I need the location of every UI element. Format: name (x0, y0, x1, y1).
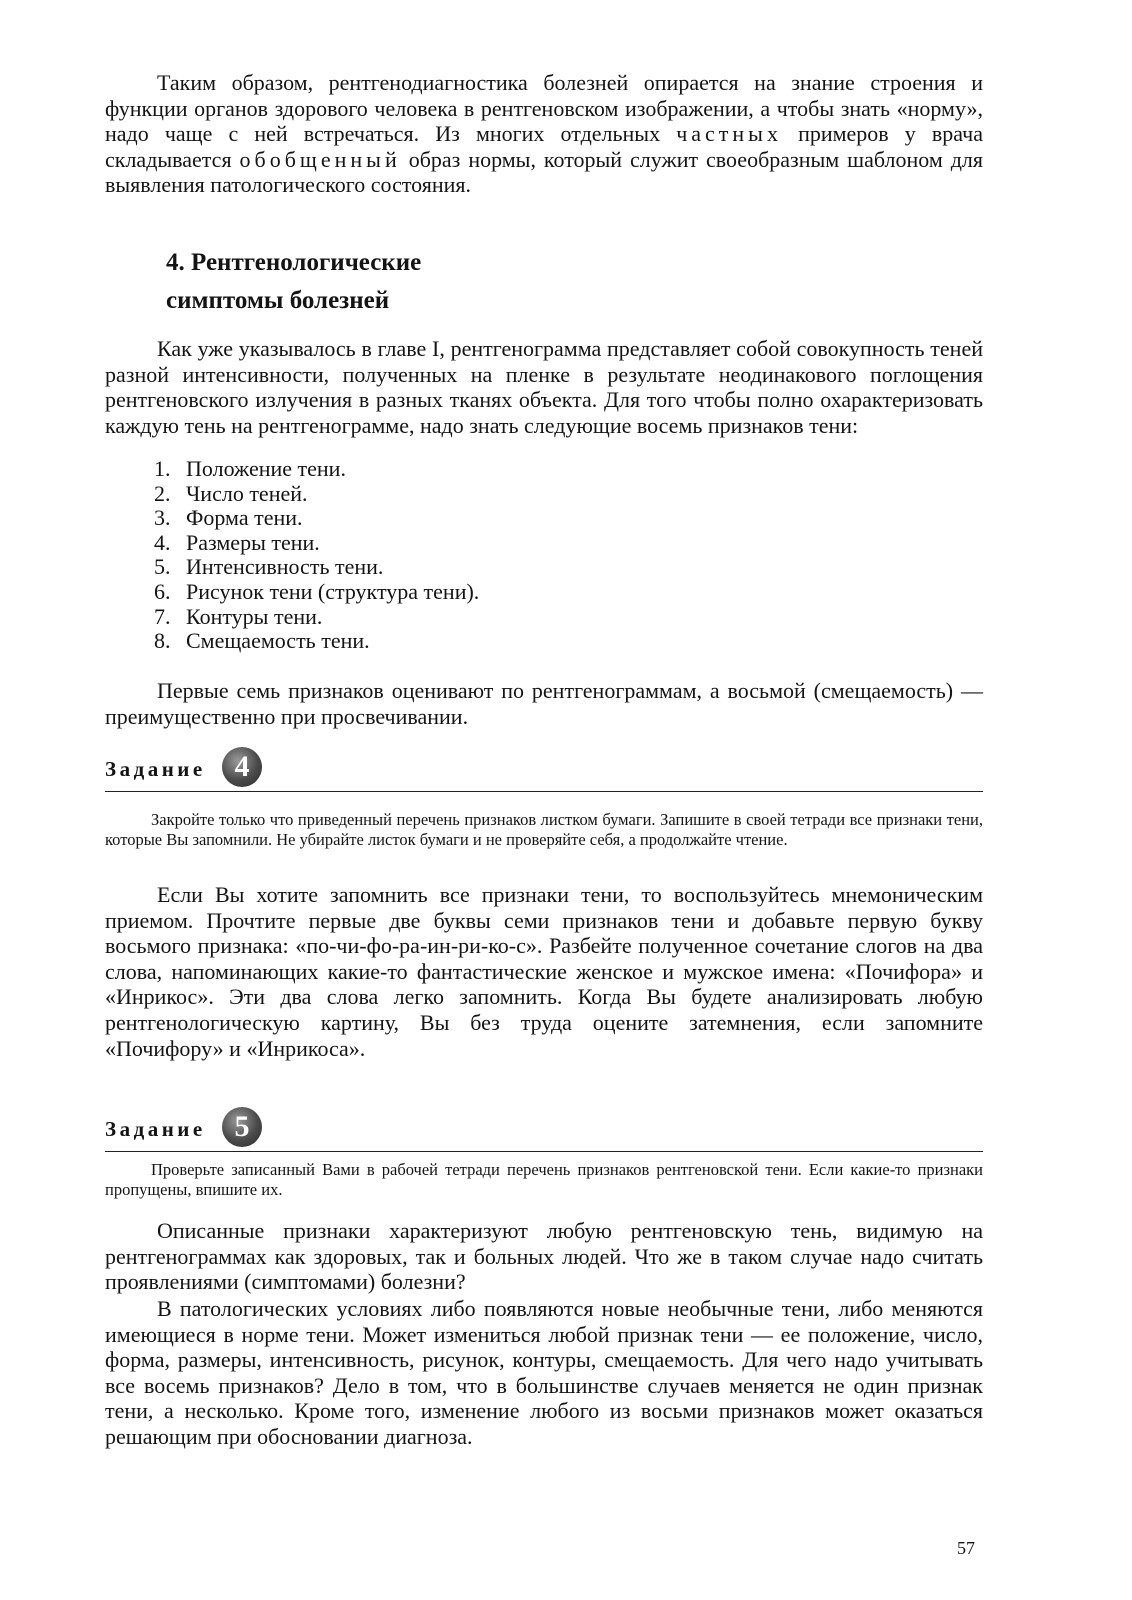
task-4-text: Закройте только что приведенный перечень признаков листком бумаги. Запишите в своей тетради все признаки тени, которые Вы запомнили. Не убирайте листок бумаги и не проверяйте себя, а продолжайте чтение. (105, 810, 983, 849)
list-item (154, 531, 479, 556)
list-item-number: 7. (154, 603, 171, 629)
task-5-label: Задание (105, 1117, 206, 1141)
section-heading-line-1: 4. Рентгенологические (166, 249, 422, 276)
task-5-number-badge: 5 (222, 1107, 262, 1147)
list-item-number: 1. (154, 456, 171, 481)
intro-paragraph (105, 70, 983, 198)
task-4-label: Задание (105, 757, 206, 781)
page-number: 57 (957, 1538, 975, 1558)
list-item (154, 605, 479, 630)
intro-emphasis-2: обобщенный (239, 146, 401, 172)
intro-emphasis-1: частных (676, 121, 782, 147)
mnemonic-paragraph: Если Вы хотите запомнить все признаки тени, то воспользуйтесь мнемоническим приемом. Прочтите первые две буквы семи признаков тени и добавьте первую букву восьмого признака: «по-чи-фо-ра-ин-ри-ко-с». Разбейте полученное сочетание слогов на два слова, напоминающих какие-то фантастические женское и мужское имена: «Почифора» и «Инрикос». Эти два слова легко запомнить. Когда Вы будете анализировать любую рентгенологическую картину, Вы без труда оцените затемнения, если запомните «Почифору» и «Инрикоса». (105, 882, 983, 1061)
list-item (154, 457, 479, 482)
shadow-signs-list (154, 457, 479, 654)
list-item-text: Форма тени. (186, 505, 303, 531)
section-intro-paragraph: Как уже указывалось в главе I, рентгенограмма представляет собой совокупность теней разной интенсивности, полученных на пленке в результате неодинакового поглощения рентгеновского излучения в разных тканях объекта. Для того чтобы полно охарактеризовать каждую тень на рентгенограмме, надо знать следующие восемь признаков тени: (105, 336, 983, 438)
task-5-text: Проверьте записанный Вами в рабочей тетради перечень признаков рентгеновской тени. Если какие-то признаки пропущены, впишите их. (105, 1160, 983, 1199)
list-item-number: 6. (154, 578, 171, 604)
closing-paragraph-1: Описанные признаки характеризуют любую рентгеновскую тень, видимую на рентгенограммах как здоровых, так и больных людей. Что же в таком случае надо считать проявлениями (симптомами) болезни? (105, 1218, 983, 1295)
list-item-number: 5. (154, 554, 171, 580)
closing-paragraph-2: В патологических условиях либо появляются новые необычные тени, либо меняются имеющиеся в норме тени. Может измениться любой признак тени — ее положение, число, форма, размеры, интенсивность, рисунок, контуры, смещаемость. Для чего надо учитывать все восемь признаков? Дело в том, что в большинстве случаев меняется не один признак тени, а несколько. Кроме того, изменение любого из восьми признаков может оказаться решающим при обосновании диагноза. (105, 1296, 983, 1449)
task-5-divider (105, 1151, 983, 1152)
list-item-text: Положение тени. (186, 456, 346, 481)
intro-tail-text: образ нормы, который служит своеобразным шаблоном для выявления патологического состояния. (105, 146, 984, 198)
list-item (154, 555, 479, 580)
list-item-text: Контуры тени. (186, 603, 323, 629)
list-item-text: Рисунок тени (структура тени). (186, 578, 480, 604)
list-item-text: Число теней. (186, 480, 308, 506)
list-item-number: 4. (154, 529, 171, 555)
list-item-text: Смещаемость тени. (186, 628, 370, 654)
intro-middle-text: примеров у врача складывается (105, 121, 984, 172)
list-item (154, 629, 479, 654)
list-item (154, 482, 479, 507)
task-4-divider (105, 791, 983, 792)
intro-text: Таким образом, рентгенодиагностика болезней опирается на знание строения и функции органов здорового человека в рентгеновском изображении, а чтобы знать «норму», надо чаще с ней встречаться. Из многих отдельных (105, 70, 983, 147)
task-4-number-badge: 4 (222, 747, 262, 787)
section-heading-line-2: симптомы болезней (166, 287, 390, 314)
list-item-text: Интенсивность тени. (186, 554, 384, 580)
list-item-number: 3. (154, 505, 171, 531)
task-5-header (105, 1105, 983, 1149)
list-item-text: Размеры тени. (186, 529, 320, 555)
after-list-paragraph: Первые семь признаков оценивают по рентгенограммам, а восьмой (смещаемость) — преимущественно при просвечивании. (105, 678, 983, 729)
list-item (154, 580, 479, 605)
section-heading (166, 244, 421, 320)
list-item (154, 506, 479, 531)
task-4-header (105, 745, 983, 789)
list-item-number: 8. (154, 628, 171, 654)
list-item-number: 2. (154, 480, 171, 506)
